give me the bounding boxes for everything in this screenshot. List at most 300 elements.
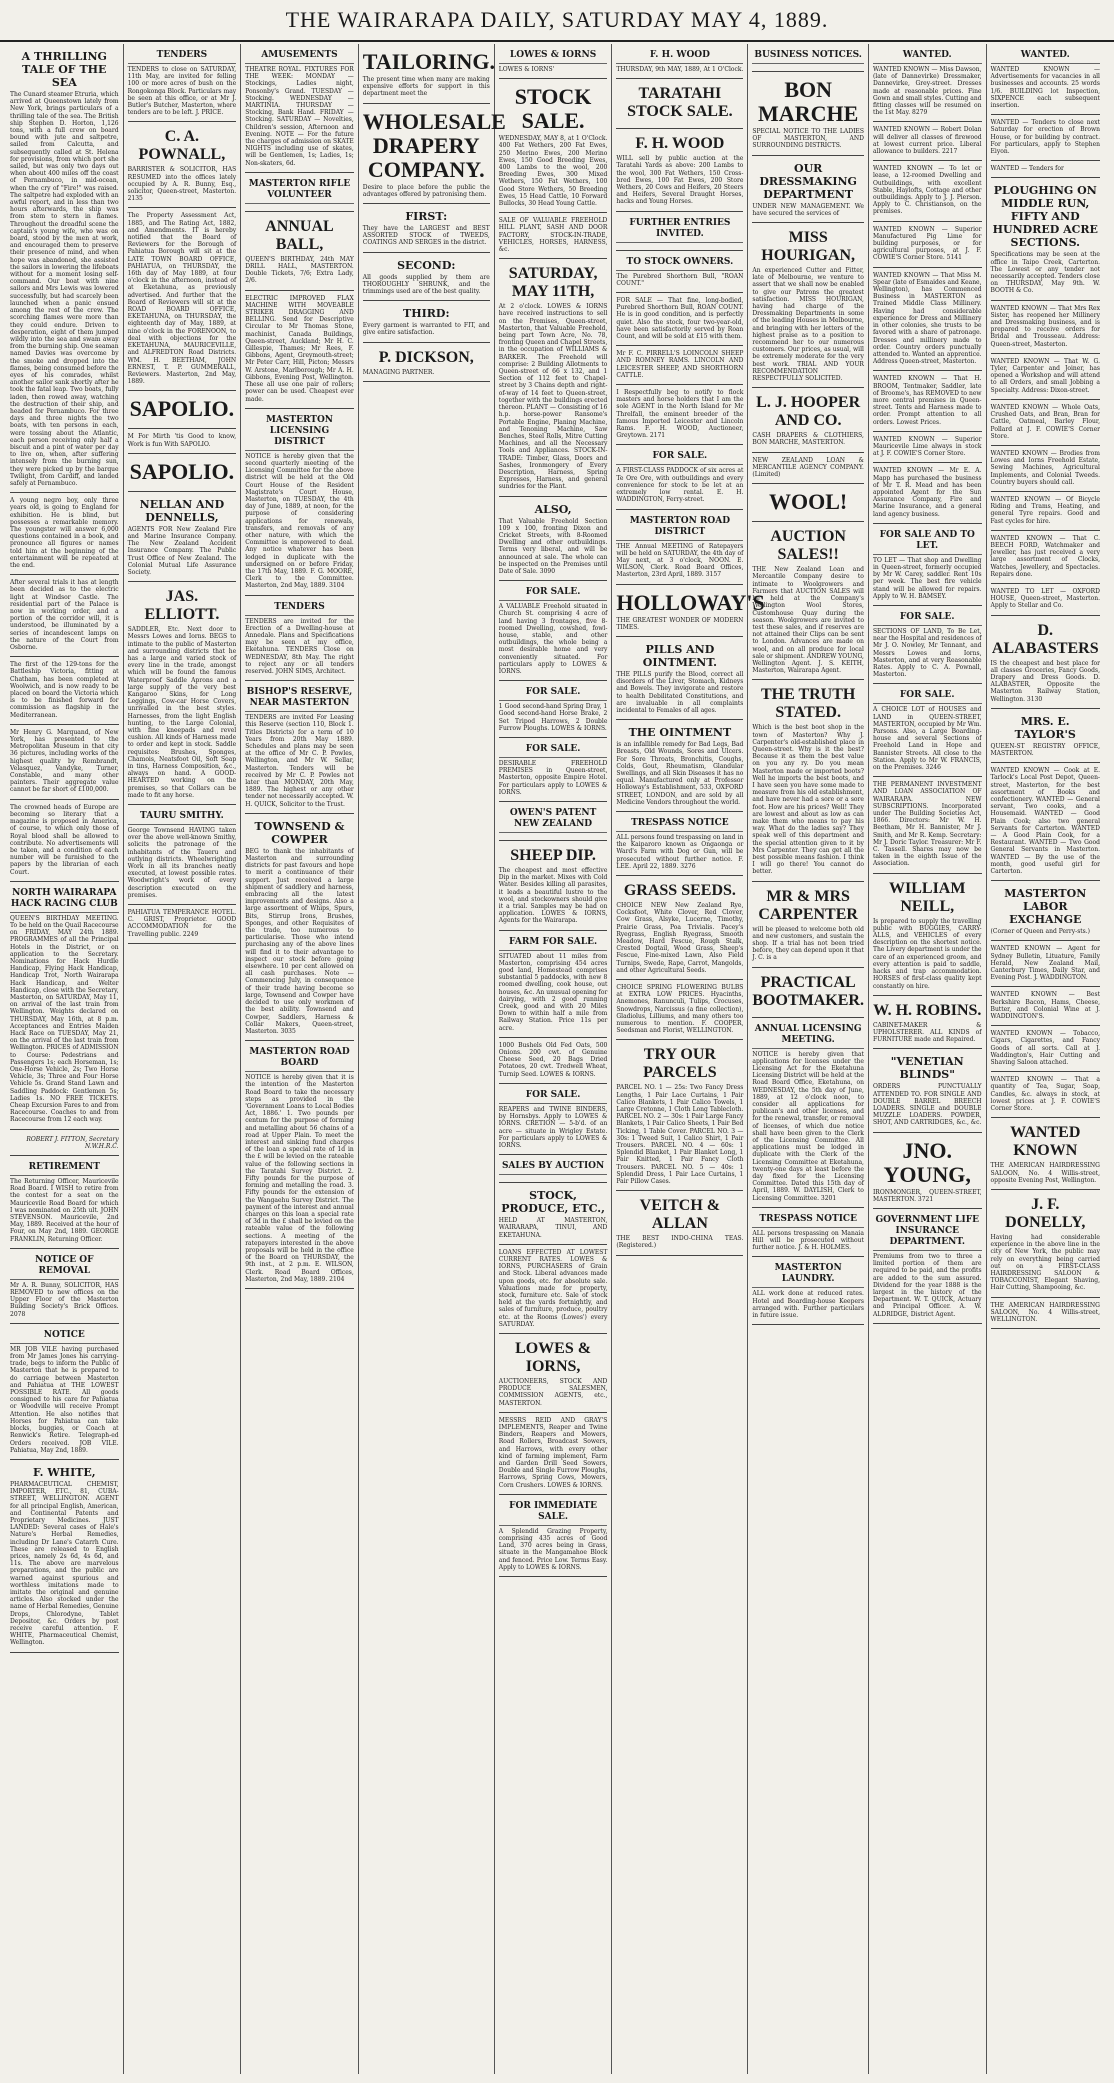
ad-heading: TAURU SMITHY. (128, 811, 237, 825)
advertisement (991, 1072, 1100, 1118)
advertisement (991, 400, 1100, 446)
ad-body: PAHIATUA TEMPERANCE HOTEL. C. GRIST, Proprietor. GOOD ACCOMMODATION for the Travelling public. 2249 (127, 909, 237, 938)
ad-body: NOTICE is hereby given that the second quarterly meeting of the Licensing Committee for the above district will be held at the Old Court House of the Resident Magistrate's Court House, Masterton, on TUESDAY, the 4th day of June, 1889, at noon, for the purpose of considering applications for renewals, transfers, and removals of any other nature, with which the Committee is empowered to deal. Any notice whatever has been lodged in duplicate with the undersigned on or before Friday, the 17th May, 1889. F. G. MOORE, Clerk to the Committee. Masterton, 2nd May, 1889. 3104 (245, 452, 354, 590)
advertisement (991, 115, 1100, 161)
ad-body: LOANS EFFECTED AT LOWEST CURRENT RATES. LOWES & IORNS, PURCHASERS of Grain and Stock. Liberal advances made upon goods, etc. for absolute sale. Valuations made for property, stock, furniture etc. Sale of stock held at the yards fortnightly, and sales of furniture, produce, poultry etc. at the Rooms (Lowes') every SATURDAY. (498, 1248, 608, 1328)
ad-body: will be pleased to welcome both old and new customers, and sustain the shop. If a trial has not been tried before, they can depend upon it that J. C. is a (752, 925, 864, 962)
advertisement (363, 204, 490, 253)
advertisement (128, 454, 237, 492)
ad-heading: P. DICKSON, (378, 348, 474, 366)
ad-heading: FOR SALE. (873, 690, 982, 704)
ad-body: NEW ZEALAND LOAN & MERCANTILE AGENCY COMPANY. (Limited) (752, 456, 864, 479)
ad-heading: WANTED. (873, 50, 982, 64)
ad-body: Every garment is warranted to FIT, and give entire satisfaction. (362, 322, 490, 337)
advertisement (752, 388, 864, 452)
ad-heading: FOR SALE AND TO LET. (873, 530, 982, 555)
advertisement (499, 1413, 608, 1495)
ad-body: Mr F. C. PIRRELL'S LOINCOLN SHEEP AND ROMNEY RAMS. LINCOLN AND LEICESTER SHEEP, AND SHORTHORN CATTLE. (616, 350, 744, 379)
ad-body: M For Mirth 'tis Good to know, Work is fun With SAPOLIO. (127, 433, 237, 448)
ad-heading: MISS HOURIGAN, (761, 229, 856, 265)
advertisement (10, 1156, 119, 1249)
ad-heading: F. WHITE, (32, 1465, 96, 1479)
ad-body: ALL persons found trespassing on land in the Kaiparoro known as Ongaonga or Ward's Farm with Dog or Gun, will be prosecuted without further notice. F. LEE. April 22, 1889. 3276 (616, 833, 744, 870)
advertisement (873, 371, 982, 431)
advertisement (873, 463, 982, 523)
advertisement (245, 291, 354, 409)
ad-heading: FOR SALE. (873, 612, 982, 626)
advertisement (616, 585, 765, 637)
advertisement (873, 684, 982, 777)
ad-heading: WANTED. (991, 50, 1100, 64)
advertisement (499, 581, 608, 681)
advertisement (245, 1041, 354, 1289)
ad-body: WANTED KNOWN — Superior Mauricevile Lime always in stock at J. F. COWIE'S Corner Store. (872, 435, 982, 458)
advertisement (499, 1334, 608, 1413)
advertisement (616, 1040, 743, 1191)
advertisement (499, 931, 608, 1038)
ad-heading: FURTHER ENTRIES INVITED. (616, 218, 743, 243)
advertisement (873, 222, 982, 268)
ad-heading: RETIREMENT (10, 1162, 119, 1176)
ad-body: WANTED KNOWN — That Miss M. Spear (late of Esmaides and Keane, Wellington), has Commenced Business in MASTERTON as Trained Middle Class Millinery. Having had considerable experience for Dress and Millinery in other colonies, she trusts to be favored with a share of patronage. Dresses and millinery made to order. Country orders punctually attended to. Wanted an apprentice. Address Queen-street, Masterton. (872, 271, 982, 366)
ad-body: MANAGING PARTNER. (362, 368, 435, 376)
advertisement (499, 1038, 608, 1084)
advertisement (10, 1130, 119, 1156)
advertisement (10, 800, 119, 882)
advertisement (245, 596, 354, 682)
advertisement (873, 432, 982, 464)
ad-body: WILL sell by public auction at the Taratahi Yards as above: 200 Lambs to the wool, 300 Fat Wethers, 150 Cross-bred Ewes, 100 Fat Ewes, 200 Store Wethers, 20 Cows and Heifers, 20 Steers and Heifers, Several Draught Horses, hacks and Young Horses. (616, 155, 744, 206)
ad-body: REAPERS and TWINE BINDERS, by Hornsbys. Apply to LOWES & IORNS. CRETION — 5-b'd. of an acre — situate in Wrigley Estate. For particulars apply to LOWES & IORNS. (498, 1105, 608, 1149)
advertisement (245, 814, 354, 1041)
column-6 (616, 44, 765, 2074)
ad-body: THURSDAY, 9th MAY, 1889, At 1 O'Clock. (616, 66, 744, 73)
ad-body: WANTED KNOWN — Cook at E. Tarlock's Local Post Depot, Queen-street, Masterton, for the best assortment of Books and confectionery. WANTED — General servant, Two cooks, and a Housemaid. WANTED — Good Plain Cook; also two general Servants for Carterton. WANTED — A Good Plain Cook, for a Restaurant. WANTED — Two Good General Servants in Masterton. WANTED — By the use of the month, good useful girl for Carterton. (990, 767, 1100, 876)
ad-body: Which is the best boot shop in the town of Masterton? Why J. Carpenter's old-established place in Queen-street. Why is it the best? Because it as them the best value on you any ry. Do you mean Masterton made or imported boots? Well he imports the best boots, and I have seen you have some made to measure from his old establishment, and have never had a sore or a sore foot. How are his prices? Well! They are lowest and about as low as can make them who means to pay his way. What do the ladies say? They speak well of this department and the special attention given to it by Mrs Carpenter. They can get all the best possible means fashion. I think I will go there! You cannot do better. (752, 724, 864, 876)
ad-body: WANTED KNOWN — Agent for Sydney Bulletin, Lituature, Family Herald, New Zealand Mail, Canterbury Times, Daily Star, and Evening Post. J. WADDINGTON. (990, 945, 1100, 982)
ad-body: PHARMACEUTICAL CHEMIST, IMPORTER, ETC., 81, CUBA-STREET, WELLINGTON. AGENT for all principal English, American, and Continental Patents and Proprietary Medicines. JUST LANDED: Several cases of Hale's Nature's Herbal Remedies, including Dr Lane's Catarrh Cure. These are released to English prices, namely 2s 6d, 4s 6d, and 11s. The above are marvelous preparations, and the public are warned against spurious and worthless imitations made to imitate the original and genuine articles. Also stocked under the name of Herbal Remedies, Genuine Drops, Chlorodyne, Tablet Depositor, &c. Orders by post receive careful attention. F. WHITE, Pharmaceutical Chemist, Wellington. (10, 1480, 119, 1647)
ad-body: UNDER NEW MANAGEMENT. We have secured the services of (752, 202, 864, 217)
ad-body: QUEEN'S BIRTHDAY MEETING. To be held on the Quail Racecourse on FRIDAY, MAY 24th 1889. PROGRAMMES of all the Principal Hotels in the District, or on application to the Secretary. Nominations for Hack Hurdle Handicap, Flying Hack Handicap, Handicap Trot, North Wairarapa Hack Handicap, and Welter Handicap, close with the Secretary, Masterton, on SATURDAY, May 11, on arrival of the last train from Wellington. Weights declared on THURSDAY, May 16th, at 8 p.m. Acceptances and Entries Maiden Hack Race on TUESDAY, May 21, on the arrival of the last train from Wellington. PRICES of ADMISSION to Course: Pedestrians and Passengers 1s; each Horseman, 1s; One-Horse Vehicle, 2s; Two Horse Vehicle, 3s; Three and Four Horse Vehicle 5s. Grand Stand Lawn and Saddling Paddock: Gentlemen 5s; Ladies 1s. NO FREE TICKETS. Cheap Excursion Fares to and from Racecourse. Coaches to and from Racecourse from 12 each way. (10, 914, 119, 1124)
ad-body: THEATRE ROYAL. FIXTURES FOR THE WEEK: MONDAY — Stockings, Ladies night, Ponsonby's Grand. TUESDAY — Stocking. WEDNESDAY — MARTINIA. THURSDAY — Stocking, Bank Hand. FRIDAY — Stocking. SATURDAY — Novelties, Children's session, Afternoon and Evening. NOTE — For the future the charges of admission on SKATE NIGHTS including use of skates, will be Gentlemen, 1s; Ladies, 1s; Non-skaters, 6d. (245, 66, 354, 167)
ad-body: AGENTS FOR New Zealand Fire and Marine Insurance Company. The New Zealand Accident Insurance Company. The Public Trust Office of New Zealand. The Colonial Mutual Life Assurance Society. (127, 525, 237, 576)
ad-heading: F. H. WOOD (635, 135, 725, 153)
advertisement (616, 720, 743, 812)
ad-heading: ALSO, (534, 502, 572, 516)
advertisement (616, 812, 743, 876)
advertisement (499, 1084, 608, 1155)
advertisement (10, 44, 119, 493)
ad-heading: LOWES & IORNS (499, 50, 608, 64)
advertisement (499, 1155, 608, 1183)
advertisement (128, 391, 237, 429)
advertisement (499, 1183, 608, 1245)
ad-body: The first of the 129-tons for the Battleship Victoria, fitting at Chatham, has been completed at Woolwich, and is now ready to be placed on board the Victoria which is to be finished forward for commission as flagship in the Mediterranean. (10, 661, 119, 719)
ad-heading: TOWNSEND & COWPER (254, 819, 345, 846)
ad-body: WANTED KNOWN — Robert Dolan will deliver all classes of firewood at lowest current price. Liberal allowance to builders. 2217 (872, 126, 982, 156)
ad-heading: MASTERTON LABOR EXCHANGE (1004, 887, 1087, 927)
ad-heading: MASTERTON LICENSING DISTRICT (245, 415, 354, 451)
ad-body: SALE OF VALUABLE FREEHOLD HILL PLANT, SASH AND DOOR FACTORY, STOCK-IN-TRADE, VEHICLES, HORSES, HARNESS, &c. (498, 217, 608, 254)
ad-heading: SATURDAY, MAY 11TH, (508, 265, 598, 301)
ad-body: IRONMONGER, QUEEN-STREET, MASTERTON. 3721 (872, 1188, 982, 1203)
ad-heading: GRASS SEEDS. (623, 881, 736, 899)
ad-heading: L. J. HOOPER AND CO. (756, 394, 861, 430)
ad-body: They have the LARGEST and BEST ASSORTED STOCK of TWEEDS, COATINGS AND SERGES in the district. (362, 225, 490, 247)
ad-body: WANTED KNOWN — Brodies from Lowes and Iorns Freehold Estate, Sewing Machines, Agricultural Implements, and Colonial Tweeds. Country buyers should call. (990, 449, 1100, 486)
advertisement (873, 122, 982, 161)
ad-body: SPECIAL NOTICE TO THE LADIES OF MASTERTON, AND SURROUNDING DISTRICTS. (752, 128, 864, 150)
ad-heading: MASTERTON RIFLE VOLUNTEER (245, 179, 354, 204)
ad-body: (Corner of Queen and Perry-sts.) (990, 928, 1091, 936)
column-5 (499, 44, 613, 2074)
masthead: THE WAIRARAPA DAILY, SATURDAY MAY 4, 1889. (0, 0, 1114, 42)
ad-body: WANTED KNOWN — Best Berkshire Bacon, Hams, Cheese, Butter, and Colonial Wine at J. WADDINGTON'S. (990, 991, 1100, 1021)
advertisement (991, 709, 1100, 763)
ad-heading: NORTH WAIRARAPA HACK RACING CLUB (10, 888, 119, 913)
ad-heading: PILLS AND OINTMENT. (642, 642, 717, 669)
ad-body: A VALUABLE Freehold situated in Church St. comprising 4 acre of land having 3 frontages, five 8-roomed Dwelling, cowshed, fowl-house, stable, and other outbuildings, the whole being a most desirable home and very conveniently situated. For particulars apply to LOWES & IORNS. (498, 603, 608, 675)
ad-body: That Valuable Freehold Section 109 x 100, fronting Dixon and Cricket Streets, with 8-Roomed Dwelling and other outbuildings. Terms very liberal, and will be announced at sale. The whole can be inspected on the Premises until Date of Sale. 3090 (498, 517, 608, 575)
ad-body: SITUATED about 11 miles from Masterton, comprising 454 acres good land, Homestead comprises substantial 5 paddocks, with new 8 roomed dwelling, cook house, out houses, &c. An unusual opening for dairying, with 2 good running Creek, good and with 20 Miles Down to within half a mile from Railway Station. Price 11s per acre. (498, 952, 608, 1032)
column-3 (245, 44, 359, 2074)
advertisement (363, 253, 490, 302)
ad-heading: OUR DRESSMAKING DEPARTMENT (759, 161, 857, 201)
advertisement (752, 680, 864, 881)
ad-heading: "VENETIAN BLINDS" (890, 1055, 964, 1082)
ad-heading: JAS. ELLIOTT. (144, 588, 220, 624)
advertisement (752, 223, 864, 388)
ad-heading: FOR SALE. (499, 587, 608, 601)
advertisement (616, 876, 743, 980)
ad-heading: FIRST: (405, 210, 448, 224)
advertisement (991, 987, 1100, 1026)
advertisement (873, 606, 982, 684)
ad-heading: ANNUAL BALL, (265, 217, 334, 253)
advertisement (10, 1460, 119, 1653)
ad-body: NOTICE is hereby given that it is the intention of the Masterton Road Board to take the necessary steps as provided in the 'Government Loans to Local Bodies Act, 1886.' 1. Two pounds per centum for the purpose of forming and metalling about 56 chains of a road at Upper Plain. To meet the interest and sinking fund charges of the loan a special rate of 1d in the £ will be levied on the rateable value of the following sections in the Taratahi Survey District. 2. Fifty pounds for the purpose of forming and metalling the road. 3. Fifty pounds for the extension of the Wangaehu Survey District. The payment of the interest and annual charges on this loan a special rate of 3d in the £ shall be levied on the rateable value of the following sections. A meeting of the ratepayers interested in the above proposals will be held in the office of the Board on THURSDAY, the 9th inst., at 2 p.m. E. WILSON, Clerk. Road Board Offices, Masterton, 2nd May, 1889. 2104 (245, 1074, 354, 1283)
advertisement (10, 1249, 119, 1324)
advertisement (10, 1324, 119, 1460)
advertisement (752, 1257, 864, 1325)
ad-heading: SAPOLIO. (129, 396, 235, 422)
ad-body: SADDLER, Etc. Next door to Messrs Lowes and Iorns. BEGS to intimate to the public of Masterton and surrounding districts that he has a large and varied stock of every line in the trade, amongst which will be found the famous Waterproof Saddle Aprons and a large supply of the very best Kangaroo Skins, for Long Leggings, Cow-car Horse Covers, unrivalled in the best styles. Harnesses, from the light English hunting, to the Large Colonial, with fine kneepads and revel cushion. All kinds of Harness made to order and kept in stock. Saddle requisites: Brushes, Sponges, Chamois, Neatsfoot Oil, Soft Soap in tins, Harness Composition, &c., always on hand. A GOOD-HEARTED working on the premises, so that Collars can be made to fit any horse. (127, 626, 237, 799)
advertisement (499, 497, 608, 582)
ad-body: WANTED KNOWN — Whole Oats, Crushed Oats, and Bran, Bran for Cattle, Oatmeal, Barley Flour, Pollard at J. F. COWIE'S Corner Store. (990, 403, 1100, 440)
ad-body: Mr Henry G. Marquand, of New York, has presented to the Metropolitan Museum in that city 36 pictures, including works of the highest quality by Rembrandt, Velasquez, Vandyke, Turner, Constable, and many other painters. Their aggregate value cannot be far short of £100,000. (10, 728, 119, 794)
ad-body: TENDERS are invited For Leasing this Reserve (section 110, Block 1. Titles Districts) for a term of 10 Years from 20th May 1889. Schedules and plans may be seen at the office of Mr C. P. Powles, Wellington, and Mr W. Sellar, Masterton. Tenders will be received by Mr C. P. Powles not later than MONDAY, 20th May, 1889. The highest or any other tender not necessarily accepted. W. H. QUICK, Solicitor to the Trust. (245, 714, 354, 808)
ad-body: THE New Zealand Loan and Mercantile Company desire to intimate to Woolgrowers and Farmers that AUCTION SALES will be held at the Company's Wellington Wool Stores, Customhouse Quay during the season. Woolgrowers are invited to test these sales, and if reserves are not attained their Clips can be sent to London. Advances are made on wool, and on all produce for local sale or shipment. ANDREW YOUNG, Wellington Agent. J. S. KEITH, Masterton, Wairarapa Agent. (752, 566, 864, 675)
ad-body: At 2 o'clock. LOWES & IORNS have received instructions to sell on the Premises, Queen-street, Masterton, that Valuable Freehold, being part Town Acre, No. 78, fronting Queen and Chapel Streets, in the occupation of WILLIAMS & BARKER. The Freehold will comprise: 2 Building Allotments to Queen-street of 66 x 132, and 1 Section of 112 feet to Chapel-street by 3 Chains depth and right-of-way of 14 feet to Queen-street, together with the buildings erected thereon. PLANT — Consisting of 16 h.p. horse-power Ransome's Portable Engine, Planing Machine, and Tenoning Machine, Saw Benches, Steel Rolls, Mitre Cutting Machines, and all the Necessary Tools and Appliances. STOCK-IN-TRADE: Timber, Glass, Doors and Sashes, Ironmongery of Every Description, Harness, Spring Expresses, Harness, and general sundries for the Plant. (498, 303, 608, 491)
ad-heading: WOOL! (769, 489, 848, 515)
ad-body: WANTED KNOWN — That W. G. Tyler, Carpenter and Joiner, has opened a Workshop and will attend to all Orders, and small Jobbing a Specialty. Address: Dixon-street. (990, 357, 1100, 394)
advertisement (873, 524, 982, 606)
ad-heading: PLOUGHING ON MIDDLE RUN, FIFTY AND HUNDRED ACRE SECTIONS. (992, 184, 1098, 250)
ad-body: SECTIONS OF LAND, To Be Let, near the Hospital and residences of Mr J. O. Nowley, Mr Tennant, and Messrs Lowes and Iorns, Masterton, and at very Reasonable Rates. Apply to C. A. Pownall, Masterton. (872, 627, 982, 679)
ad-body: WANTED TO LET — OXFORD HOUSE, Queen-street, Masterton. Apply to Stellar and Co. (990, 587, 1100, 610)
advertisement (616, 44, 743, 79)
advertisement (245, 681, 354, 814)
advertisement (245, 44, 354, 173)
advertisement (991, 1118, 1100, 1190)
advertisement (873, 777, 982, 873)
ad-heading: NOTICE (10, 1330, 119, 1344)
ad-body: FOR SALE — That fine, long-bodied, Purebred Shorthorn Bull, ROAN COUNT. He is in good condition, and is perfectly quiet. Also the stock, four two-year-old, have been satisfactorily served by Roan Count, and will be sold at £15 with them. (616, 297, 744, 341)
ad-body: All goods supplied by them are THOROUGHLY SHRUNK, and the trimmings used are of the best quality. (362, 273, 490, 296)
ad-heading: PRACTICAL BOOTMAKER. (752, 973, 864, 1009)
ad-body: THE PILLS purify the Blood, correct all disorders of the Liver, Stomach, Kidneys and Bowels. They invigorate and restore to health Debilitated Constitutions, and are invaluable in all complaints incidental to Females of all ages. (616, 670, 744, 714)
ad-body: ALL persons trespassing on Manaia Hill will be prosecuted without further notice. J. & H. HOLMES. (752, 1229, 864, 1252)
ad-body: NOTICE is hereby given that applications for licenses under the Licensing Act for the Eketahuna Licensing District will be held at the Road Board Office, Eketahuna, on WEDNESDAY, the 5th day of June, 1889, at 12 o'clock noon, to consider all applications for publican's and other licenses, and for the renewal, transfer, or removal of licenses, of which due notice shall have been given to the Clerk of the Licensing Committee. All applications must be lodged in duplicate with the Clerk of the Licensing Committee at Eketahuna, twenty-one days at least before the day fixed for the Licensing Committee. Dated this 15th day of April, 1889. W. DAYLISH, Clerk to Licensing Committee. 3201 (752, 1050, 864, 1202)
advertisement (499, 802, 608, 841)
advertisement (991, 1298, 1100, 1330)
advertisement (991, 354, 1100, 400)
ad-heading: D. ALABASTERS (991, 621, 1099, 657)
ad-body: WANTED KNOWN — That Mrs Rex Sister, has reopened her Millinery and Dressmaking business, and is prepared to receive orders for Bridal and Trousseau. Address: Queen-street, Masterton. (990, 304, 1100, 348)
ad-heading: SHEEP DIP. (510, 847, 596, 865)
advertisement (363, 301, 490, 342)
ad-heading: SECOND: (397, 258, 456, 272)
advertisement (363, 343, 490, 382)
ad-heading: NELLAN AND DENNELLS, (139, 497, 225, 524)
ad-body: WANTED KNOWN — Of Bicycle Riding and Trams, Heating, and general Tyre repairs. Good and Fast cycles for hire. (990, 495, 1100, 525)
ad-body: THE AMERICAN HAIRDRESSING SALOON, No. 4 Willis-street, WELLINGTON. (990, 1301, 1100, 1323)
advertisement (873, 1049, 982, 1132)
advertisement (752, 484, 864, 522)
advertisement (499, 738, 608, 802)
ad-body: A FIRST-CLASS PADDOCK of six acres at Te Ore Ore, with outbuildings and every convenience for stock to be let at an extremely low rental. E. H. WADDINGTON, Ferry-street. (616, 467, 744, 504)
ad-body: MESSRS REID AND GRAY'S IMPLEMENTS, Reaper and Twine Binders, Reapers and Mowers, Road Rollers, Broadcast Sowers, and Harrows, with every other kind of farming implement, Farm and Garden Drill Seed Sowers, Double and Single Furrow Ploughs, Harrows, Spring Cows, Mowers, Corn Crushers. LOWES & IORNS. (498, 1416, 608, 1489)
advertisement (752, 72, 864, 156)
advertisement (991, 492, 1100, 531)
advertisement (991, 763, 1100, 881)
ad-body: The Property Assessment Act, 1885, and The Rating Act, 1882, and Amendments. IT is hereby notified that the Board of Reviewers for the Borough of Pahiatua Borough will sit at the LATE TOWN BOARD OFFICE, PAHIATUA, on THURSDAY, the 16th day of May 1889, at four o'clock in the afternoon, instead of at Eketahuna, as previously advertised. And further that the Board of Reviewers will sit at the ROAD BOARD OFFICE, EKETAHUNA, on THURSDAY, the eighteenth day of May, 1889, at nine o'clock in the FORENOON, to deal with objections for the EKETAHUNA, MAURICEVILLE, and ALFREDTON Road Districts. WM. H. BEETHAM, JOHN ERNEST, T. P. GUMMERALL, Reviewers. Masterton, 2nd May, 1889. (127, 212, 237, 386)
ad-heading: WILLIAM NEILL, (889, 879, 966, 915)
ad-heading: STOCK, PRODUCE, ETC., (501, 1189, 605, 1216)
advertisement (10, 657, 119, 725)
ad-body: WANTED KNOWN — Advertisements for vacancies in all businesses and accounts. 25 words 1/6. BUILDING lot Inspection, SIXPENCE each subsequent insertion. (990, 66, 1100, 110)
ad-body: After several trials it has at length been decided as to the electric light at Windsor Castle. The residential part of the Palace is now in working order, and a portion of the corridor will, it is understood, be illuminated by a series of incandescent lamps on the nature of the Court from Osborne. (10, 579, 119, 652)
column-7 (752, 44, 869, 2074)
advertisement (616, 293, 743, 346)
ad-body: The crowned heads of Europe are becoming so literary that a magazine is proposed in America, of course, to which only those of Royal blood shall be allowed to contribute. No advertisements will be taken, and a condition of each number will be furnished to the papers by the librarian of each Court. (10, 803, 119, 876)
ad-heading: FOR SALE. (499, 1090, 608, 1104)
ad-heading: F. H. WOOD (616, 50, 743, 64)
ad-body: TO LET — That shop and Dwelling in Queen-street, formerly occupied by Mr W. Carey, saddler. Rent 10s per week. The best fire vehicle stand will be allowed for repairs. Apply to W. H. BAMSEY. (872, 556, 982, 600)
ad-body: BARRISTER & SOLICITOR, HAS RESUMED into the offices lately occupied by A. R. Bunny, Esq., solicitor, Queen-street, Masterton. 2135 (127, 166, 237, 203)
advertisement (499, 79, 608, 213)
ad-body: WANTED KNOWN — Superior Manufactured Pig Lime for building purposes, or for agricultural purposes, at J. F. COWIE'S Corner Store. 5141 (872, 225, 982, 262)
ad-body: AUCTIONEERS, STOCK AND PRODUCE SALESMEN, COMMISSION AGENTS, etc., MASTERTON. (498, 1377, 608, 1407)
advertisement (10, 493, 119, 575)
ad-heading: AMUSEMENTS (245, 50, 354, 64)
advertisement (616, 129, 743, 211)
ad-body: ROBERT J. FITTON, Secretary N.W.H.R.C. (26, 1135, 119, 1150)
ad-body: 1 Good second-hand Spring Dray, 1 Good second-hand Horse Brake, 2 Set Tripod Harrows, 2 Double Furrow Ploughs. LOWES & IORNS. (498, 703, 608, 732)
ad-body: QUEEN'S BIRTHDAY, 24th MAY DRILL HALL, MASTERTON. Double Tickets, 7/6; Extra Lady, 2/6. (245, 255, 354, 285)
ad-body: The Purebred Shorthorn Bull, "ROAN COUNT." (616, 272, 744, 287)
ad-body: The cheapest and most effective Dip in the market. Mixes with Cold Water. Besides killing all parasites, it leads a beautiful lustre to the wool, and stockowners should give it a trial. Samples may be had on application. LOWES & IORNS, Agents for the Wairarapa. (498, 867, 608, 925)
advertisement (752, 522, 864, 680)
ad-body: THE PERMANENT INVESTMENT AND LOAN ASSOCIATION OF WAIRARAPA. NEW SUBSCRIPTIONS. Incorporated under The Building Societies Act, 1866. Directors: Mr W. H. Beetham, Mr H. Bannister, Mr J. Smith, and Mr R. Kemp. Secretary: Mr J. Doric Taylor. Treasurer: Mr F. C. Tassell. Shares may now be taken in the eighth Issue of the Association. (872, 781, 982, 868)
ad-body: ORDERS PUNCTUALLY ATTENDED TO. FOR SINGLE AND DOUBLE BARREL BREECH LOADERS. SINGLE and DOUBLE MUZZLE LOADERS. POWDER, SHOT, AND CARTRIDGES, &c., &c. (872, 1083, 982, 1127)
ad-heading: NOTICE OF REMOVAL (10, 1255, 119, 1280)
advertisement (128, 44, 237, 122)
ad-body: WANTED KNOWN — That H. BROOM, Tentmaker, Saddler, late of Broome's, has REMOVED to new more central premises in Queen-street. Tents and Harness made to order. Prompt attention to all orders. Lowest Prices. (872, 375, 982, 426)
ad-heading: TRY OUR PARCELS (643, 1046, 717, 1082)
advertisement (752, 44, 864, 72)
ad-body: The Cunard steamer Etruria, which arrived at Queenstown lately from New York, brings particulars of a thrilling tale of the sea. The British ship Stephen D. Horton, 1,126 tons, with a full crew on board bound with jute and saltpetre, sailed from Calcutta, and subsequently called at St. Helena for provisions, from which port she sailed, but was only two days out when about 400 miles off the coast of Pernambuco, in mid-ocean, when the cry of "Fire!" was raised. The saltpetre had exploded with an awful report, and in less than two hours afterwards, the ship was from stem to stern in flames. Throughout the dreadful scene the captain's young wife, who was on board, stood by the men at work, and encouraged them to preserve their presence of mind, and when hope was abandoned, she assisted the sailors in lowering the lifeboats without for a moment losing self-command. Our boat with nine sailors and Mrs Lewis was lowered successfully, but had scarcely been launched when a panic ensued among the rest of the crew. The scorching flames were more than they could endure. Driven to desperation, eight of them jumped wildly into the sea and swam away from the burning ship. One seaman named Davies was overcome by the smoke and dropped into the flames, being consumed before the eyes of his comrades, whilst another sailor sank shortly after he took the fatal leap. Two boats, fully laden, then rowed away, watching the destruction of their ship, and headed for Pernambuco. For three days and three nights the two boats, with ten persons in each, were tossing about the Atlantic, each person receiving only half a biscuit and a pint of water per day to live on, when, after suffering intensely from the burning sun, they were picked up by the barque Twilight, from Cardiff, and landed safely at Pernambuco. (10, 91, 119, 487)
ad-heading: GOVERNMENT LIFE INSURANCE DEPARTMENT. (873, 1215, 982, 1251)
ad-heading: ANNUAL LICENSING MEETING. (752, 1024, 864, 1049)
advertisement (616, 79, 743, 129)
advertisement (873, 44, 982, 122)
advertisement (616, 980, 743, 1040)
advertisement (991, 616, 1100, 709)
ad-heading: TARATAHI STOCK SALE. (627, 85, 733, 121)
ad-body: Specifications may be seen at the office in Taipo Creek, Carterton. The Lowest or any tender not necessarily accepted. Tenders close on THURSDAY, May 9th. W. BOOTH & Co. (990, 251, 1100, 295)
advertisement (128, 582, 237, 805)
ad-body: BEG to thank the inhabitants of Masterton and surrounding districts for past favours and hope to merit a continuance of their support. Just received a large shipment of saddlery and harness, embracing all the latest improvements and designs. Also a large assortment of Whips, Spurs, Bits, Stirrup Irons, Brushes, Sponges, and other Requisites of the trade, too numerous to particularise. Those who intend purchasing any of the above lines will find it to their advantage to inspect our stock before going elsewhere. 10 per cent allowed on all cash purchases. Note — Commencing July, in consequence of their trade having become so large, Townsend and Cowper have decided to use only workmen of the best ability. Townsend and Cowper, Saddlers, Harness & Collar Makers, Queen-street, Masterton. 3035 (245, 847, 354, 1035)
advertisement (752, 882, 864, 968)
ad-body: ELECTRIC IMPROVED FLAX MACHINE WITH MOVEABLE STRIKER DRAGGING AND BELLING. Send for Descriptive Circular to Mr Thomas Stone, machinist, Canada Buildings, Queen-street, Auckland; Mr H. C. Gillespie, Thames; Mr Rees, F. Gibbons, Agent, Greymouth-street; Mr Peter Carr, Hill, Picton; Messrs W. Arstone, Marlborough; Mr A. H. Gibbons, Evening Post, Wellington. These all use one pair of rollers; power can be used. Cheapest ever made. (245, 294, 354, 403)
advertisement (128, 805, 237, 905)
ad-body: QUEEN-ST REGISTRY OFFICE, MASTERTON. (990, 742, 1100, 757)
ad-body: PARCEL NO. 1 — 25s: Two Fancy Dress Lengths, 1 Pair Lace Curtains, 1 Pair Calico Blankets, 1 Pair Calico Towels, 1 Large Cretonne, 1 Cloth Long Tablecloth. PARCEL NO. 2 — 30s: 1 Pair Large Fancy Blankets, 1 Pair Calico Sheets, 1 Pair Bed Ticking, 1 Table Cover. PARCEL NO. 3 — 30s: 1 Tweed Suit, 1 Calico Shirt, 1 Pair Trousers. PARCEL NO. 4 — 60s: 1 Splendid Blanket, 1 Pair Blanket Long, 1 Pair Knitted, 1 Pair Fancy Cloth Trousers. PARCEL NO. 5 — 40s: 1 Splendid Dress, 1 Pair Lace Curtains, 1 Pair Pillow Cases. (616, 1084, 744, 1186)
advertisement (128, 122, 237, 208)
advertisement (499, 681, 608, 738)
ad-heading: FARM FOR SALE. (499, 937, 608, 951)
ad-heading: BON MARCHE (758, 77, 859, 126)
advertisement (616, 445, 743, 509)
ad-heading: MASTERTON ROAD BOARD (245, 1047, 354, 1072)
ad-heading: TRESPASS NOTICE (752, 1214, 864, 1228)
advertisement (991, 584, 1100, 616)
advertisement (499, 1495, 608, 1577)
advertisement (616, 212, 743, 251)
ad-heading: TENDERS (128, 50, 237, 64)
advertisement (991, 941, 1100, 987)
advertisement (245, 212, 354, 291)
ad-body: WANTED — Tenders for (990, 165, 1064, 173)
advertisement (873, 874, 982, 996)
ad-body: The Returning Officer, Mauricevile Road Board. I WISH to retire from the contest for a seat on the Mauricevile Road Board for which I was nominated on 25th ult. JOHN STEVENSON. Mauricevile, 2nd May, 1889. Received at the hour of Four, on May 2nd, 1889. GEORGE FRANKLIN, Returning Officer. (10, 1178, 119, 1243)
ad-heading: THE TRUTH STATED. (760, 686, 856, 722)
advertisement (752, 1018, 864, 1208)
ad-body: WANTED KNOWN — Mr E. A. Mapp has purchased the business of Mr T. R. Mead and has been appointed Agent for the Sun Assurance Company, Fire and Marine Insurance, and a general land agency business. (872, 467, 982, 518)
ad-body: 1000 Bushels Old Fed Oats, 500 Onions. 200 cwt. of Genuine Cheese Seed, 20 Bags Dried Potatoes, 20 cwt. Tredwell Wheat, Turnip Seed. LOWES & IORNS. (498, 1041, 608, 1078)
ad-heading: J. F. DONELLY, (1005, 1195, 1086, 1231)
ad-heading: BUSINESS NOTICES. (752, 50, 864, 64)
ad-body: CHOICE NEW New Zealand Rye, Cocksfoot, White Clover, Red Clover, Cow Grass, Alsyke, Lucerne, Timothy, Prairie Grass, Poa Trivialis. Pacey's Ryegrass, English Ryegrass, Smooth Meadow, Hard Fescue, Rough Stalk, Crested Dogtail, Wood Grass, Sheep's Fescue, Fine-mixed Lawn, Also Field Turnips, Swede, Rape, Carrot, Mangolds, and other Agricultural Seeds. (616, 901, 744, 974)
ad-body: THE AMERICAN HAIRDRESSING SALOON, No. 4 Willis-street, opposite Evening Post, Wellington. (990, 1162, 1100, 1184)
advertisement (245, 409, 354, 596)
column-4 (362, 44, 506, 2074)
ad-heading: HOLLOWAY'S (616, 589, 765, 615)
advertisement (752, 968, 864, 1018)
ad-heading: THIRD: (403, 307, 450, 321)
ad-heading: JNO. YOUNG, (883, 1137, 971, 1187)
ad-body: George Townsend HAVING taken over the above well-known Smithy, solicits the patronage of the inhabitants of the Taueru and outlying districts. Wheelwrighting Work in all its branches neatly executed, at lowest possible rates. Woodwright's work of every description executed on the premises. (127, 827, 237, 899)
ad-body: Is prepared to supply the travelling public with BUGGIES, CARRY-ALLS, and VEHICLES of every description on the shortest notice. The Livery department is under the care of an experienced groom, and every attention is paid to saddle, hacks and trap accommodation. HORSES of first-class quality kept constantly on hire. (872, 917, 982, 990)
ad-heading: TO STOCK OWNERS. (616, 257, 743, 271)
ad-body: WANTED KNOWN — That C. BEECH FORD, Watchmaker and Jeweller, has just received a very large assortment of Clocks, Watches, Jewellery, and Spectacles. Repairs done. (990, 534, 1100, 578)
ad-heading: FOR SALE. (499, 687, 608, 701)
ad-body: LOWES & IORNS' (498, 66, 555, 73)
ad-body: Premiums from two to three a limited portion of them are required to be paid, and the profits are added to the sum assured. Dividend for the year 1888 is the largest in the history of the Department. W. T. QUICK, Actuary and Principal Officer. A. W. ALDRIDGE, District Agent. (872, 1252, 982, 1318)
advertisement (991, 301, 1100, 354)
advertisement (499, 259, 608, 496)
advertisement (616, 510, 743, 585)
ad-body: WEDNESDAY, MAY 8, at 1 O'Clock. 400 Fat Wethers, 200 Fat Ewes, 250 Merino Ewes, 200 Merino Ewes, 150 Good Breeding Ewes, 400 Lambs to the wool, 200 Breeding Ewes, 300 Mixed Wethers, 150 Fat Wethers, 100 Good Store Wethers, 50 Breeding Ewes, 15 Head Cattle, 10 Forward Bullocks, 30 Head Young Cattle. (498, 135, 608, 208)
advertisement (752, 156, 864, 223)
advertisement (991, 178, 1100, 300)
ad-body: The present time when many are making expensive efforts for support in this department meet the (362, 76, 490, 98)
ad-heading: THE OINTMENT (628, 726, 732, 740)
advertisement (752, 453, 864, 485)
ad-body: A CHOICE LOT of HOUSES and LAND in QUEEN-STREET, MASTERTON, occupied by Mr Wm. Parsons. Also, a Large Boarding-house and several Sections of Freehold Land in Hope and Bannister Streets. All close to the Station. Apply to Mr W. FRANCIS, on the Premises. 3246 (872, 706, 982, 772)
ad-body: HELD AT MASTERTON, WAIRARAPA, TINUI, AND EKETAHUNA. (498, 1217, 608, 1239)
ad-heading: FOR SALE. (499, 744, 608, 758)
advertisement (362, 104, 506, 204)
ad-body: is an infallible remedy for Bad Legs, Bad Breasts, Old Wounds, Sores and Ulcers. For Sore Throats, Bronchitis, Coughs, Colds, Gout, Rheumatism, Glandular Swellings, and all Skin Diseases it has no equal. Manufactured only at Professor Holloway's Establishment, 533, OXFORD STREET, LONDON, and are sold by all Medicine Vendors throughout the world. (616, 741, 744, 806)
advertisement (616, 637, 743, 720)
ad-heading: MR & MRS CARPENTER (758, 887, 858, 923)
advertisement (991, 161, 1100, 178)
advertisement (10, 882, 119, 1130)
ad-heading: MASTERTON LAUNDRY. (752, 1263, 864, 1288)
advertisement (499, 213, 608, 259)
ad-body: THE GREATEST WONDER OF MODERN TIMES. (616, 616, 744, 631)
ad-body: THE BEST INDO-CHINA TEAS. (Registered.) (616, 1235, 744, 1250)
ad-body: A Splendid Grazing Property, comprising 435 acres of Good Land, 370 acres being in Grass, situate in the Mangamahoe Block and fenced. Price Low. Terms Easy. Apply to LOWES & IORNS. (498, 1527, 608, 1571)
advertisement (991, 44, 1100, 115)
ad-body: CABINET-MAKER & UPHOLSTERER. ALL KINDS of FURNITURE made and Repaired. (872, 1021, 982, 1044)
ad-body: CHOICE SPRING FLOWERING BULBS at EXTRA LOW PRICES. Hyacinths, Anemones, Ranunculi, Tulips, Crocuses, Snowdrops, Narcissus (a fine collection), Gladiolus, Lilliums, and many others too numerous to mention. F. COOPER, Seedsman and Florist, WELLINGTON. (616, 984, 744, 1035)
advertisement (499, 841, 608, 931)
advertisement (873, 1133, 982, 1209)
column-1 (10, 44, 124, 2074)
advertisement (991, 1026, 1100, 1072)
ad-heading: OWEN'S PATENT NEW ZEALAND (499, 808, 608, 833)
ad-heading: FOR IMMEDIATE SALE. (499, 1501, 608, 1526)
column-9 (991, 44, 1104, 2074)
ad-heading: SALES BY AUCTION (499, 1161, 608, 1175)
advertisement (616, 385, 743, 445)
ad-heading: STOCK SALE. (514, 84, 592, 134)
ad-body: Desire to place before the public the advantages offered by patronising them. (362, 183, 490, 198)
ad-body: An experienced Cutter and Fitter, late of Melbourne, we venture to assert that we shall now be enabled to give our Patrons the greatest satisfaction. MISS HOURIGAN, having had charge of the Dressmaking Departments in some of the leading Houses in Melbourne, and bringing with her letters of the highest praise as to a position to recommend her to our numerous customers. Our prices, as usual, will be extremely moderate for the very best work. TRIAL AND YOUR RECOMMENDATION RESPECTFULLY SOLICITED. (752, 267, 864, 383)
ad-heading: WHOLESALE DRAPERY COMPANY. (362, 108, 506, 182)
ad-heading: TRESPASS NOTICE (616, 818, 743, 832)
ad-heading: FOR SALE. (616, 451, 743, 465)
ad-body: WANTED — Tenders to close next Saturday for erection of Brown House, or for building by contract. For particulars, apply to Stephen Eiyon. (990, 119, 1100, 156)
ad-body: A young negro boy, only three years old, is going to England for exhibition. He is blind, but possesses a remarkable memory. The youngster will answer 6,000 questions contained in a book, and pronounce all figures or names told him at the beginning of the entertainment will be repeated at the end. (10, 497, 119, 569)
ad-heading: VEITCH & ALLAN (639, 1197, 721, 1233)
ad-heading: AUCTION SALES!! (770, 528, 846, 564)
column-8 (873, 44, 987, 2074)
ad-heading: MASTERTON ROAD DISTRICT (616, 516, 743, 541)
ad-heading: C. A. POWNALL, (138, 128, 226, 164)
ad-heading: W. H. ROBINS. (873, 1001, 982, 1019)
ad-heading: TENDERS (245, 602, 354, 616)
column-2 (128, 44, 242, 2074)
advertisement (616, 346, 743, 385)
advertisement (616, 1191, 743, 1255)
advertisement (128, 429, 237, 453)
columns-container (10, 44, 1104, 2074)
advertisement (245, 173, 354, 212)
